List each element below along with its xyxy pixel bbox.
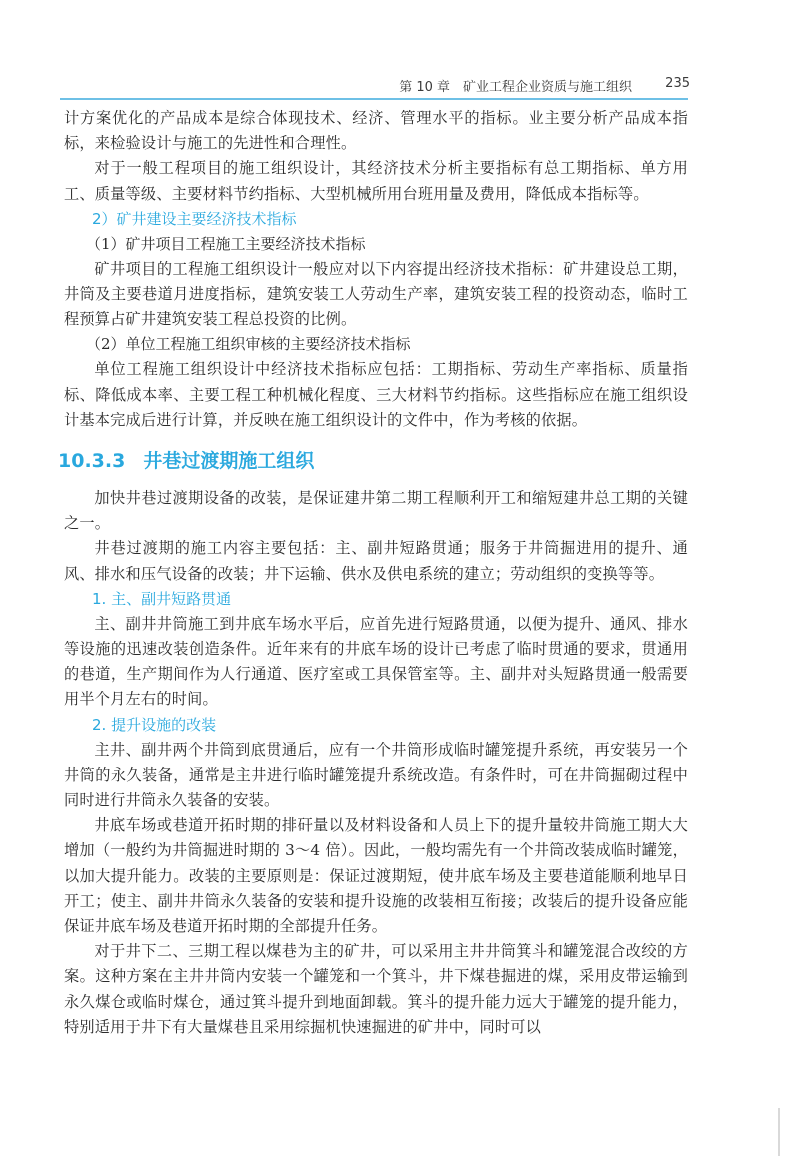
paragraph: 计方案优化的产品成本是综合体现技术、经济、管理水平的指标。业主要分析产品成本指标，来检验设计与施工的先进性和合理性。: [64, 109, 688, 153]
paragraph: 矿井项目的工程施工组织设计一般应对以下内容提出经济技术指标：矿井建设总工期，井筒及主要巷道月进度指标，建筑安装工人劳动生产率，建筑安装工程的投资动态，临时工程预算占矿井建筑安装工程总投资的比例。: [64, 259, 688, 329]
paragraph: 主井、副井两个井筒到底贯通后，应有一个井筒形成临时罐笼提升系统，再安装另一个井筒的永久装备，通常是主井进行临时罐笼提升系统改造。有条件时，可在井筒掘砌过程中同时进行井筒永久装备的安装。: [64, 740, 688, 810]
paragraph: 对于井下二、三期工程以煤巷为主的矿井，可以采用主井井筒箕斗和罐笼混合改绞的方案。这种方案在主井井筒内安装一个罐笼和一个箕斗，井下煤巷掘进的煤，采用皮带运输到永久煤仓或临时煤仓，通过箕斗提升到地面卸载。箕斗的提升能力远大于罐笼的提升能力，特别适用于井下有大量煤巷且采用综掘机快速掘进的矿井中，同时可以: [64, 942, 688, 1036]
paragraph: 主、副井井筒施工到井底车场水平后，应首先进行短路贯通，以便为提升、通风、排水等设施的迅速改装创造条件。近年来有的井底车场的设计已考虑了临时贯通的要求，贯通用的巷道，生产期间作为人行通道、医疗室或工具保管室等。主、副井对头短路贯通一般需要用半个月左右的时间。: [64, 614, 688, 709]
chapter-title: 第 10 章 矿业工程企业资质与施工组织: [399, 80, 632, 95]
section-number: 10.3.3: [58, 450, 126, 473]
subheading: 2）矿井建设主要经济技术指标: [92, 209, 297, 228]
page-number: 235: [665, 76, 690, 91]
paragraph: 井底车场或巷道开拓时期的排矸量以及材料设备和人员上下的提升量较井筒施工期大大增加（一般约为井筒掘进时期的 3～4 倍）。因此，一般均需先有一个井筒改装成临时罐笼，以加大提升能力。改装的主要原则是：保证过渡期短，使井底车场及主要巷道能顺利地早日开工；使主、副井井筒永久装备的安装和提升设施的改装相互衔接；改装后的提升设备应能保证井底车场及巷道开拓时期的全部提升任务。: [64, 816, 688, 936]
body-text: [58, 106, 688, 1040]
paragraph: 单位工程施工组织设计中经济技术指标应包括：工期指标、劳动生产率指标、质量指标、降低成本率、主要工程工种机械化程度、三大材料节约指标。这些指标应在施工组织设计基本完成后进行计算，并反映在施工组织设计的文件中，作为考核的依据。: [64, 360, 688, 429]
page-edge-mark: [778, 1108, 780, 1156]
paragraph: 井巷过渡期的施工内容主要包括：主、副井短路贯通；服务于井筒掘进用的提升、通风、排水和压气设备的改装；井下运输、供水及供电系统的建立；劳动组织的变换等等。: [64, 539, 688, 583]
subheading: 2. 提升设施的改装: [92, 715, 217, 734]
header-rule: [60, 98, 688, 100]
sub-subheading: （2）单位工程施工组织审核的主要经济技术指标: [86, 335, 411, 354]
running-header: [60, 76, 690, 98]
sub-subheading: （1）矿井项目工程施工主要经济技术指标: [86, 234, 366, 253]
section-heading: [58, 446, 688, 476]
paragraph: 加快井巷过渡期设备的改装，是保证建井第二期工程顺利开工和缩短建井总工期的关键之一。: [64, 489, 688, 533]
section-title: 井巷过渡期施工组织: [143, 450, 315, 473]
subheading: 1. 主、副井短路贯通: [92, 589, 232, 608]
paragraph: 对于一般工程项目的施工组织设计，其经济技术分析主要指标有总工期指标、单方用工、质量等级、主要材料节约指标、大型机械所用台班用量及费用，降低成本指标等。: [64, 159, 688, 203]
